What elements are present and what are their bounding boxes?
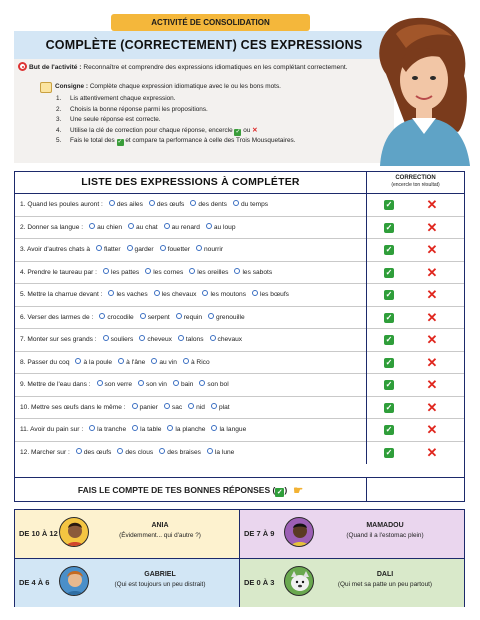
character-description: (Évidemment... qui d'autre ?) <box>119 532 201 539</box>
option-radio[interactable]: des ailes <box>109 201 143 208</box>
question-text: 4. Prendre le taureau par : <box>20 268 97 276</box>
score-range: DE 7 À 9 <box>244 529 275 538</box>
option-radio[interactable]: la tranche <box>89 426 126 433</box>
option-radio[interactable]: au chat <box>128 224 158 231</box>
question <box>20 352 210 375</box>
option-radio[interactable]: souliers <box>103 336 134 343</box>
option-radio[interactable]: des braises <box>159 449 201 456</box>
step-number: 5. <box>56 137 62 144</box>
step-item <box>56 126 376 137</box>
cross-icon[interactable]: ✕ <box>426 197 438 212</box>
check-icon[interactable]: ✓ <box>385 357 393 367</box>
option-radio[interactable]: requin <box>176 314 202 321</box>
expressions-table <box>14 171 465 502</box>
option-radio[interactable]: cheveux <box>139 336 172 343</box>
option-radio[interactable]: au vin <box>151 359 177 366</box>
option-radio[interactable]: crocodile <box>99 314 133 321</box>
score-row <box>15 477 464 501</box>
character-name: ANIA <box>151 522 169 529</box>
pencil-paper-icon <box>40 82 52 93</box>
step-text: Choisis la bonne réponse parmi les propositions. <box>70 105 208 113</box>
table-row <box>15 352 464 375</box>
character-name: GABRIEL <box>144 571 176 578</box>
question-text: 11. Avoir du pain sur : <box>20 426 84 433</box>
option-radio[interactable]: plat <box>211 404 230 411</box>
consigne-label: Consigne : <box>55 83 89 90</box>
goal-text: Reconnaître et comprendre des expressions idiomatiques en les complétant correctement. <box>83 64 348 71</box>
result-dali <box>240 559 464 607</box>
column-divider <box>366 374 367 397</box>
question-text: 5. Mettre la charrue devant : <box>20 291 103 298</box>
option-radio[interactable]: des clous <box>117 449 153 456</box>
goal-label: But de l'activité : <box>29 64 82 71</box>
option-radio[interactable]: la langue <box>211 426 246 433</box>
question <box>20 329 242 352</box>
option-radio[interactable]: son vin <box>138 381 167 388</box>
score-label <box>15 478 366 502</box>
step-number: 4. <box>56 126 62 134</box>
goal-line <box>18 62 390 72</box>
option-radio[interactable]: son verre <box>97 381 133 388</box>
option-radio[interactable]: grenouille <box>208 314 245 321</box>
table-row <box>15 397 464 420</box>
step-item <box>56 136 376 147</box>
score-range: DE 10 À 12 <box>19 529 58 538</box>
consigne-line <box>55 83 375 90</box>
cross-icon[interactable]: ✕ <box>426 242 438 257</box>
step-text: Une seule réponse est correcte. <box>70 116 161 123</box>
results-grid <box>14 509 465 607</box>
character-name: DALI <box>376 571 394 578</box>
grid-divider <box>15 558 464 559</box>
check-icon: ✓ <box>117 139 123 145</box>
option-radio[interactable]: les pattes <box>103 269 139 276</box>
option-radio[interactable]: fouetter <box>160 246 190 253</box>
cross-icon[interactable]: ✕ <box>426 332 438 347</box>
column-divider <box>366 239 367 262</box>
table-heading: LISTE DES EXPRESSIONS À COMPLÉTER <box>81 176 300 188</box>
option-radio[interactable]: les oreilles <box>189 269 228 276</box>
option-radio[interactable]: sac <box>164 404 182 411</box>
option-radio[interactable]: à la poule <box>75 359 112 366</box>
question <box>20 194 268 217</box>
column-divider <box>366 262 367 285</box>
cross-icon[interactable]: ✕ <box>426 422 438 437</box>
step-text-after: et compare ta performance à celle des Trois Mousquetaires. <box>125 137 296 144</box>
cross-icon[interactable]: ✕ <box>426 399 438 415</box>
check-icon[interactable]: ✓ <box>385 245 393 254</box>
option-radio[interactable]: la planche <box>167 426 205 433</box>
step-item <box>56 94 376 105</box>
table-row <box>15 194 464 217</box>
result-ania <box>15 510 239 558</box>
cross-icon[interactable]: ✕ <box>426 354 438 370</box>
column-divider <box>366 397 367 420</box>
option-radio[interactable]: des œufs <box>149 201 184 208</box>
cross-icon[interactable]: ✕ <box>426 219 438 235</box>
table-row <box>15 329 464 352</box>
cross-icon[interactable]: ✕ <box>426 309 438 325</box>
option-radio[interactable]: les chevaux <box>154 291 197 298</box>
option-radio[interactable]: la lune <box>207 449 234 456</box>
column-divider <box>366 329 367 352</box>
question-text: 8. Passer du coq <box>20 358 70 366</box>
option-radio[interactable]: les cornes <box>145 269 183 276</box>
option-radio[interactable]: à l'âne <box>118 359 145 366</box>
question <box>20 442 234 465</box>
column-divider <box>366 419 367 442</box>
cross-icon[interactable]: ✕ <box>426 444 438 460</box>
option-radio[interactable]: la table <box>132 426 161 433</box>
check-icon[interactable]: ✓ <box>385 380 393 389</box>
character-description: (Quand il a l'estomac plein) <box>346 532 424 539</box>
score-range: DE 0 À 3 <box>244 578 275 587</box>
table-row <box>15 419 464 442</box>
option-radio[interactable]: des œufs <box>76 449 111 456</box>
question <box>20 239 223 262</box>
table-row <box>15 262 464 285</box>
option-radio[interactable]: des dents <box>190 201 227 208</box>
character-description: (Qui met sa patte un peu partout) <box>337 581 433 588</box>
page-title: COMPLÈTE (CORRECTEMENT) CES EXPRESSIONS <box>45 38 363 52</box>
step-text-after: ou <box>243 126 251 134</box>
option-radio[interactable]: talons <box>178 336 204 343</box>
table-row <box>15 374 464 397</box>
question <box>20 307 245 330</box>
step-text: Lis attentivement chaque expression. <box>70 95 176 102</box>
correction-header <box>366 172 464 193</box>
question <box>20 262 272 285</box>
teacher-illustration <box>366 14 476 166</box>
option-radio[interactable]: garder <box>127 246 154 253</box>
question <box>20 284 289 307</box>
option-radio[interactable]: du temps <box>233 201 268 208</box>
option-radio[interactable]: flatter <box>96 246 121 253</box>
check-icon: ✓ <box>276 489 283 496</box>
question-text: 1. Quand les poules auront : <box>20 201 103 208</box>
question <box>20 419 246 442</box>
question-text: 6. Verser des larmes de : <box>20 313 94 321</box>
check-icon[interactable]: ✓ <box>385 222 393 232</box>
column-divider <box>366 217 367 240</box>
character-name: MAMADOU <box>366 522 404 529</box>
option-radio[interactable]: les moutons <box>202 291 246 298</box>
table-row <box>15 442 464 465</box>
column-divider <box>366 442 367 465</box>
check-icon[interactable]: ✓ <box>385 312 393 322</box>
correction-subtitle: (encercle ton résultat) <box>391 182 440 188</box>
cross-icon[interactable]: ✕ <box>426 377 438 392</box>
option-radio[interactable]: nid <box>188 404 205 411</box>
option-radio[interactable]: nourrir <box>196 246 223 253</box>
character-description: (Qui est toujours un peu distrait) <box>114 581 206 588</box>
question <box>20 217 236 240</box>
cross-icon[interactable]: ✕ <box>426 287 438 302</box>
cross-icon: ✕ <box>252 126 258 134</box>
column-divider <box>366 284 367 307</box>
option-radio[interactable]: bain <box>173 381 193 388</box>
column-divider <box>366 478 367 502</box>
option-radio[interactable]: au chien <box>89 224 122 231</box>
result-gabriel <box>15 559 239 607</box>
step-item <box>56 115 376 126</box>
question-text: 2. Donner sa langue : <box>20 223 84 231</box>
step-text: Utilise la clé de correction pour chaque réponse, encercle <box>70 126 233 134</box>
table-row <box>15 217 464 240</box>
correction-title: CORRECTION <box>395 175 436 181</box>
option-radio[interactable]: les vaches <box>108 291 147 298</box>
table-header <box>15 172 464 194</box>
question <box>20 397 230 420</box>
table-row <box>15 284 464 307</box>
score-range: DE 4 À 6 <box>19 578 50 587</box>
target-icon <box>18 62 27 71</box>
option-radio[interactable]: au loup <box>206 224 236 231</box>
option-radio[interactable]: au renard <box>164 224 200 231</box>
option-radio[interactable]: chevaux <box>210 336 243 343</box>
table-row <box>15 307 464 330</box>
steps-list <box>56 94 376 147</box>
question-text: 7. Monter sur ses grands : <box>20 336 97 343</box>
option-radio[interactable]: à Rico <box>183 359 210 366</box>
option-radio[interactable]: son bol <box>199 381 228 388</box>
table-row <box>15 239 464 262</box>
step-text: Fais le total des <box>70 137 115 144</box>
step-item <box>56 105 376 116</box>
check-icon[interactable]: ✓ <box>385 267 393 277</box>
column-divider <box>366 194 367 217</box>
score-label-end: ) <box>284 485 288 495</box>
check-icon[interactable]: ✓ <box>385 402 393 412</box>
column-divider <box>366 307 367 330</box>
option-radio[interactable]: panier <box>132 404 158 411</box>
question <box>20 374 229 397</box>
question-text: 12. Marcher sur : <box>20 448 70 456</box>
check-icon[interactable]: ✓ <box>385 447 393 457</box>
consigne-text: Complète chaque expression idiomatique avec le ou les bons mots. <box>89 83 281 90</box>
option-radio[interactable]: serpent <box>140 314 170 321</box>
cross-icon[interactable]: ✕ <box>426 264 438 280</box>
step-number: 1. <box>56 95 62 102</box>
step-number: 3. <box>56 116 62 123</box>
step-number: 2. <box>56 105 62 113</box>
check-icon[interactable]: ✓ <box>385 200 393 209</box>
option-radio[interactable]: les sabots <box>234 269 272 276</box>
question-text: 9. Mettre de l'eau dans : <box>20 381 91 388</box>
column-divider <box>366 352 367 375</box>
question-text: 10. Mettre ses œufs dans le même : <box>20 403 126 411</box>
check-icon: ✓ <box>235 128 241 135</box>
check-icon[interactable]: ✓ <box>385 290 393 299</box>
question-text: 3. Avoir d'autres chats à <box>20 246 91 253</box>
score-label-text: FAIS LE COMPTE DE TES BONNES RÉPONSES ( <box>77 485 276 495</box>
result-mamadou <box>240 510 464 558</box>
activity-tag: ACTIVITÉ DE CONSOLIDATION <box>111 14 310 31</box>
check-icon[interactable]: ✓ <box>385 425 393 434</box>
pointing-hand-icon: ☛ <box>293 485 304 497</box>
option-radio[interactable]: les bœufs <box>252 291 289 298</box>
check-icon[interactable]: ✓ <box>385 335 393 344</box>
